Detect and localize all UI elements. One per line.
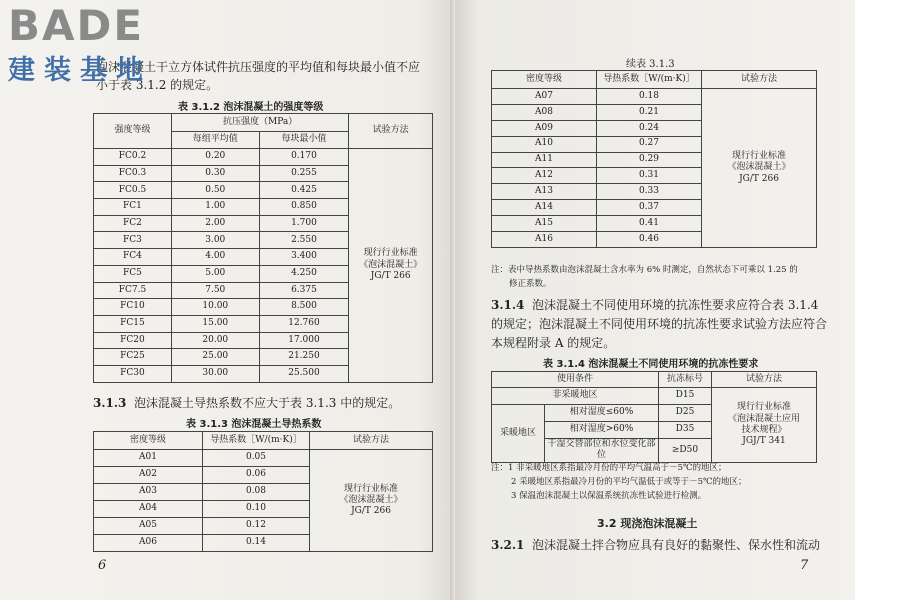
table-row [94, 149, 433, 166]
section-3-1-3 [93, 394, 400, 412]
cell-value: 0.27 [597, 136, 702, 152]
note-3-1-4-1: 注：1 非采暖地区系指最冷月份的平均气温高于－5℃的地区； [491, 463, 727, 473]
table-3-1-3-title: 表 3.1.3 泡沫混凝土导热系数 [186, 419, 322, 430]
cell-avg: 0.50 [171, 182, 259, 199]
cell-value: 0.24 [597, 120, 702, 136]
table-3-1-3 [93, 431, 433, 552]
cell-grade: A16 [492, 232, 597, 248]
cell-min: 0.255 [259, 165, 349, 182]
cell-method [349, 149, 433, 383]
cell-avg: 0.30 [171, 165, 259, 182]
header-method: 试验方法 [712, 372, 817, 388]
method-line: 现行行业标准 [731, 151, 786, 162]
cell-heating: 采暖地区 [492, 405, 545, 463]
cell-grade: FC4 [94, 249, 172, 266]
header-strength: 抗压强度（MPa） [171, 114, 348, 132]
cell-min: 3.400 [259, 249, 349, 266]
cell-grade: FC25 [94, 349, 172, 366]
cell-min: 2.550 [259, 232, 349, 249]
table-3-1-4-title: 表 3.1.4 泡沫混凝土不同使用环境的抗冻性要求 [543, 359, 759, 370]
method-line: JG/T 266 [739, 173, 779, 184]
cell-min: 1.700 [259, 215, 349, 232]
header-grade: 密度等级 [94, 432, 203, 450]
cell-grade: A04 [94, 501, 203, 518]
cell-avg: 30.00 [171, 365, 259, 382]
cell-value: 0.41 [597, 216, 702, 232]
header-grade: 强度等级 [94, 114, 172, 149]
logo-subtitle: 建装基地 [8, 55, 152, 86]
header-method: 试验方法 [349, 114, 433, 149]
cell-grade: FC3 [94, 232, 172, 249]
page-number-left: 6 [98, 558, 107, 573]
cell-value: 0.33 [597, 184, 702, 200]
table-3-1-4 [491, 371, 817, 463]
cell-mark: D35 [659, 422, 712, 439]
cell-min: 12.760 [259, 315, 349, 332]
method-line: 现行行业标准 [363, 248, 418, 259]
cell-avg: 15.00 [171, 315, 259, 332]
cell-grade: A02 [94, 467, 203, 484]
section-3-1-4-line-3: 本规程附录 A 的规定。 [491, 336, 616, 350]
cell-grade: A08 [492, 104, 597, 120]
note-3-1-4-3: 3 保温泡沫混凝土以保温系统抗冻性试验进行检测。 [511, 491, 707, 501]
logo-wordmark: BADE [8, 1, 145, 50]
method-line: 《泡沫混凝土》 [359, 259, 423, 270]
cell-value: 0.18 [597, 89, 702, 105]
header-conductivity: 导热系数［W/(m·K)］ [203, 432, 310, 450]
cell-condition: 相对湿度>60% [545, 422, 659, 439]
cell-value: 0.12 [203, 518, 310, 535]
cell-grade: FC7.5 [94, 282, 172, 299]
cell-grade: FC1 [94, 199, 172, 216]
cell-avg: 10.00 [171, 299, 259, 316]
cell-min: 25.500 [259, 365, 349, 382]
note-3-1-3-line-2: 修正系数。 [509, 279, 552, 289]
cell-min: 0.425 [259, 182, 349, 199]
table-3-1-2-title: 表 3.1.2 泡沫混凝土的强度等级 [178, 102, 324, 113]
table-row [492, 89, 817, 105]
cell-value: 0.31 [597, 168, 702, 184]
section-3-1-4-line-2: 的规定；泡沫混凝土不同使用环境的抗冻性要求试验方法应符合 [491, 317, 828, 331]
cell-grade: FC15 [94, 315, 172, 332]
method-line: JG/T 266 [370, 270, 411, 281]
cell-grade: FC2 [94, 215, 172, 232]
header-avg: 每组平均值 [171, 132, 259, 149]
section-3-2-1 [491, 536, 820, 554]
cell-grade: A12 [492, 168, 597, 184]
cell-value: 0.10 [203, 501, 310, 518]
cell-grade: A10 [492, 136, 597, 152]
method-line: 技术规程》 [741, 424, 787, 435]
cell-grade: A05 [94, 518, 203, 535]
cell-value: 0.06 [203, 467, 310, 484]
cell-grade: A15 [492, 216, 597, 232]
cell-mark: ≥D50 [659, 439, 712, 463]
cell-method [310, 450, 433, 552]
cell-method [702, 89, 817, 248]
method-line: JG/T 266 [351, 506, 391, 517]
page-number-right: 7 [800, 558, 809, 573]
cell-grade: A11 [492, 152, 597, 168]
continued-table-title: 续表 3.1.3 [626, 59, 675, 70]
cell-avg: 5.00 [171, 265, 259, 282]
method-line: 《泡沫混凝土》 [727, 162, 791, 173]
method-line: 现行行业标准 [736, 402, 791, 413]
cell-min: 0.170 [259, 149, 349, 166]
section-number: 3.1.4 [491, 298, 525, 312]
cell-min: 21.250 [259, 349, 349, 366]
cell-mark: D15 [659, 388, 712, 405]
cell-min: 6.375 [259, 282, 349, 299]
section-number: 3.2.1 [491, 538, 525, 552]
cell-avg: 7.50 [171, 282, 259, 299]
section-number: 3.1.3 [93, 396, 127, 410]
header-method: 试验方法 [310, 432, 433, 450]
section-3-2-heading: 3.2 现浇泡沫混凝土 [597, 517, 698, 530]
method-line: 《泡沫混凝土应用 [727, 413, 800, 424]
cell-grade: A09 [492, 120, 597, 136]
cell-grade: FC0.5 [94, 182, 172, 199]
cell-value: 0.46 [597, 232, 702, 248]
cell-value: 0.08 [203, 484, 310, 501]
intro-line-1: 泡沫混凝土干立方体试件抗压强度的平均值和每块最小值不应 [96, 60, 421, 74]
cell-grade: A03 [94, 484, 203, 501]
cell-method [712, 388, 817, 463]
section-text: 泡沫混凝土拌合物应具有良好的黏聚性、保水性和流动 [532, 538, 821, 552]
method-line: 现行行业标准 [343, 483, 398, 494]
table-row [94, 450, 433, 467]
header-method: 试验方法 [702, 71, 817, 89]
cell-grade: FC10 [94, 299, 172, 316]
cell-grade: A06 [94, 535, 203, 552]
cell-grade: A14 [492, 200, 597, 216]
cell-mark: D25 [659, 405, 712, 422]
cell-avg: 0.20 [171, 149, 259, 166]
cell-avg: 1.00 [171, 199, 259, 216]
cell-avg: 20.00 [171, 332, 259, 349]
cell-value: 0.37 [597, 200, 702, 216]
header-condition: 使用条件 [492, 372, 659, 388]
cell-condition: 相对湿度≤60% [545, 405, 659, 422]
cell-condition: 干湿交替部位和水位变化部位 [545, 439, 659, 463]
cell-min: 0.850 [259, 199, 349, 216]
section-3-1-4-line-1 [491, 296, 818, 314]
cell-min: 4.250 [259, 265, 349, 282]
table-3-1-3-continued [491, 70, 817, 248]
header-mark: 抗冻标号 [659, 372, 712, 388]
cell-avg: 4.00 [171, 249, 259, 266]
section-text: 泡沫混凝土不同使用环境的抗冻性要求应符合表 3.1.4 [532, 298, 819, 312]
header-min: 每块最小值 [259, 132, 349, 149]
table-row [492, 388, 817, 405]
cell-grade: FC20 [94, 332, 172, 349]
cell-value: 0.05 [203, 450, 310, 467]
section-text: 泡沫混凝土导热系数不应大于表 3.1.3 中的规定。 [134, 396, 401, 410]
note-3-1-4-2: 2 采暖地区系指最冷月份的平均气温低于或等于－5℃的地区； [511, 477, 747, 487]
cell-grade: FC5 [94, 265, 172, 282]
header-grade: 密度等级 [492, 71, 597, 89]
header-conductivity: 导热系数［W/(m·K)］ [597, 71, 702, 89]
cell-grade: FC0.2 [94, 149, 172, 166]
brand-logo [8, 1, 152, 87]
cell-grade: FC30 [94, 365, 172, 382]
note-3-1-3-line-1: 注：表中导热系数由泡沫混凝土含水率为 6% 时测定，自然状态下可乘以 1.25 的 [491, 265, 798, 275]
cell-value: 0.21 [597, 104, 702, 120]
cell-value: 0.14 [203, 535, 310, 552]
cell-min: 17.000 [259, 332, 349, 349]
cell-grade: A01 [94, 450, 203, 467]
cell-grade: A13 [492, 184, 597, 200]
cell-grade: FC0.3 [94, 165, 172, 182]
cell-grade: A07 [492, 89, 597, 105]
cell-non-heating: 非采暖地区 [492, 388, 659, 405]
cell-avg: 2.00 [171, 215, 259, 232]
cell-avg: 25.00 [171, 349, 259, 366]
cell-avg: 3.00 [171, 232, 259, 249]
method-line: JGJ/T 341 [742, 436, 786, 446]
table-3-1-2 [93, 113, 433, 383]
cell-min: 8.500 [259, 299, 349, 316]
cell-value: 0.29 [597, 152, 702, 168]
right-page [455, 0, 855, 600]
method-line: 《泡沫混凝土》 [339, 494, 403, 505]
intro-line-2: 小于表 3.1.2 的规定。 [96, 78, 219, 92]
